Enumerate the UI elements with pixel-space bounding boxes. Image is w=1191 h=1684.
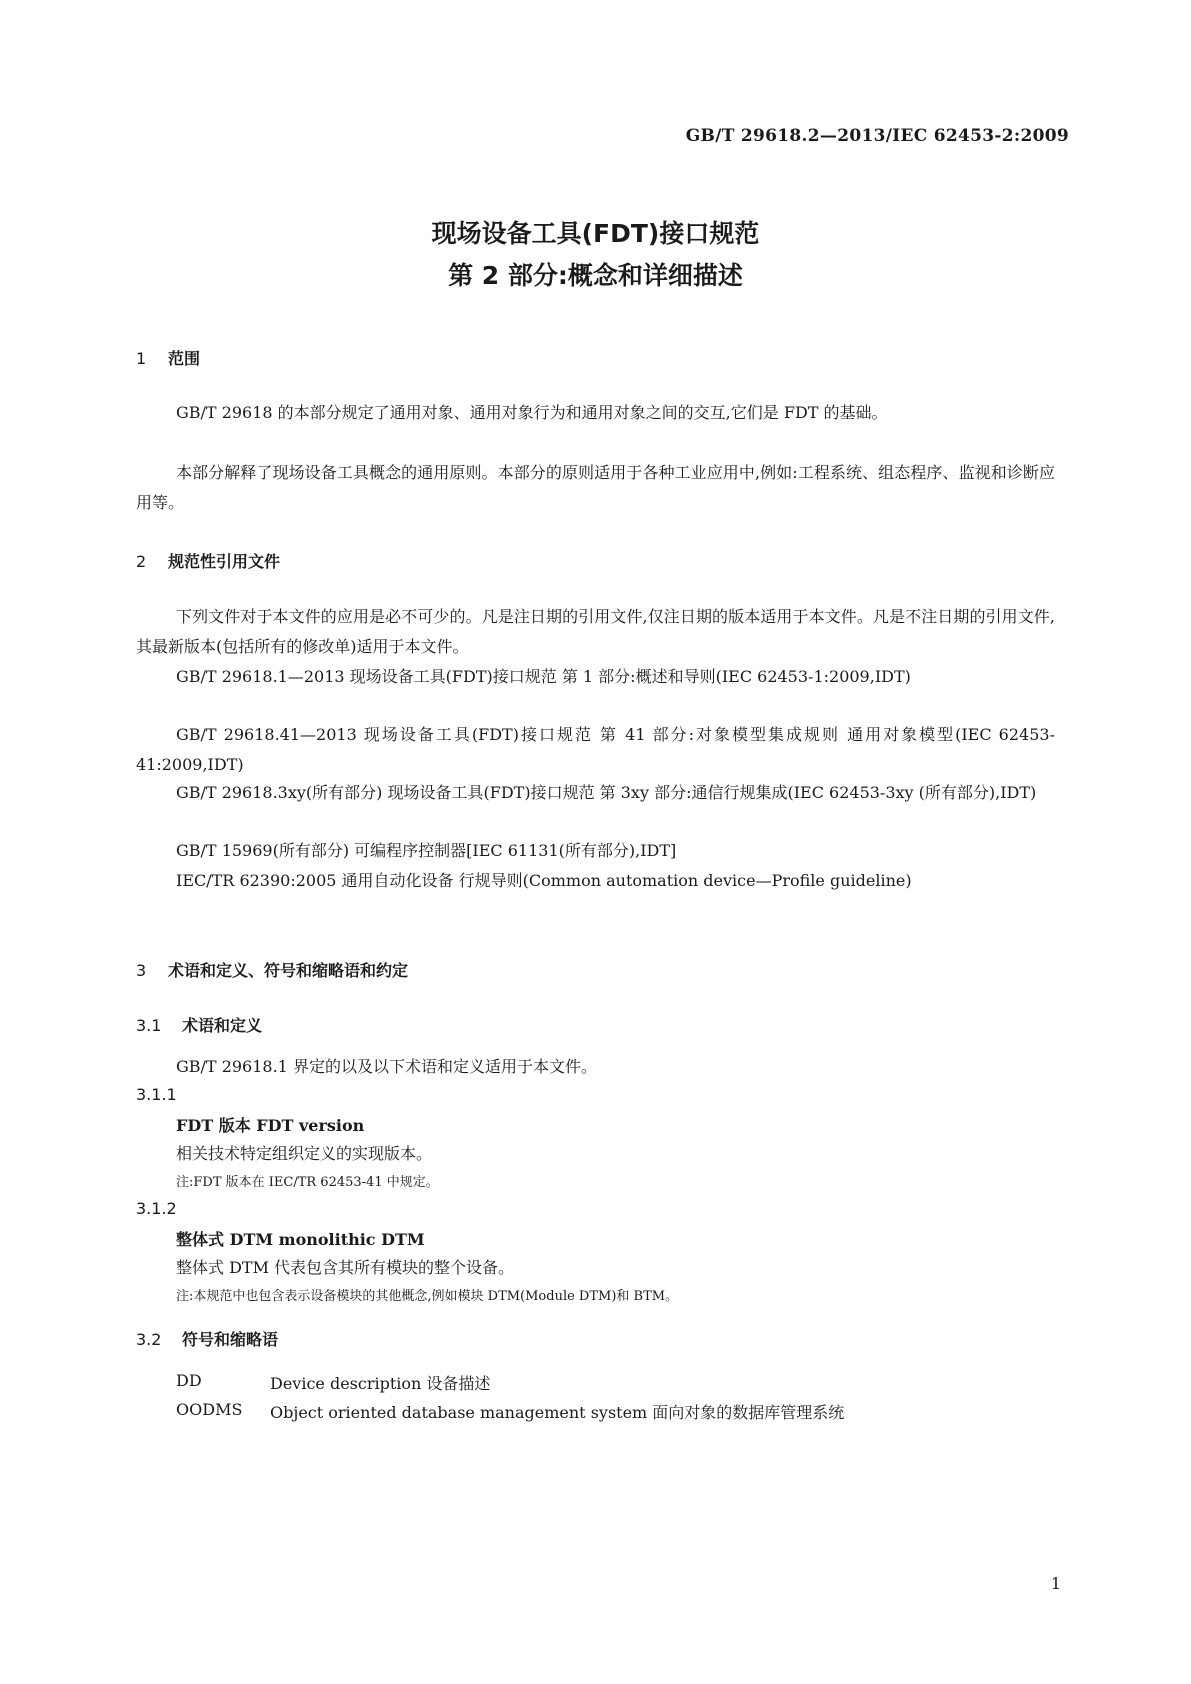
term-name: 整体式 DTM monolithic DTM [176,1230,425,1249]
subsection-number: 3.2 [136,1330,162,1349]
document-title-line1: 现场设备工具(FDT)接口规范 [431,219,760,248]
abbreviation: OODMS [176,1400,243,1419]
term-note: 注:本规范中也包含表示设备模块的其他概念,例如模块 DTM(Module DTM)和 BTM。 [176,1289,679,1304]
section-title: 范围 [168,349,201,368]
reference-item: GB/T 15969(所有部分) 可编程序控制器[IEC 61131(所有部分),IDT] [176,841,677,860]
section-title: 规范性引用文件 [168,552,281,571]
section-number: 2 [136,552,147,571]
section-number: 1 [136,349,147,368]
subsection-3-2-heading [136,1327,278,1350]
subsection-3-1-intro: GB/T 29618.1 界定的以及以下术语和定义适用于本文件。 [176,1057,597,1076]
term-name: FDT 版本 FDT version [176,1116,365,1135]
section-1-paragraph-1: GB/T 29618 的本部分规定了通用对象、通用对象行为和通用对象之间的交互,它们是 FDT 的基础。 [176,403,888,422]
document-title-line2: 第 2 部分:概念和详细描述 [448,261,743,290]
section-1-heading [136,346,200,369]
subsection-number: 3.1 [136,1016,162,1035]
subsection-title: 符号和缩略语 [182,1330,279,1349]
abbreviation: DD [176,1371,202,1390]
section-2-heading [136,549,280,572]
term-number: 3.1.2 [136,1199,177,1218]
section-2-intro: 下列文件对于本文件的应用是必不可少的。凡是注日期的引用文件,仅注日期的版本适用于本文件。凡是不注日期的引用文件,其最新版本(包括所有的修改单)适用于本文件。 [136,607,1055,656]
abbreviation-expansion: Object oriented database management system 面向对象的数据库管理系统 [270,1403,845,1422]
term-number: 3.1.1 [136,1085,177,1104]
subsection-title: 术语和定义 [182,1016,263,1035]
reference-item: IEC/TR 62390:2005 通用自动化设备 行规导则(Common automation device—Profile guideline) [176,871,912,890]
page-number: 1 [1050,1574,1061,1593]
section-3-heading [136,958,408,981]
term-definition: 相关技术特定组织定义的实现版本。 [176,1144,433,1163]
section-1-paragraph-2: 本部分解释了现场设备工具概念的通用原则。本部分的原则适用于各种工业应用中,例如:工程系统、组态程序、监视和诊断应用等。 [136,463,1055,512]
term-definition: 整体式 DTM 代表包含其所有模块的整个设备。 [176,1258,515,1277]
abbreviation-expansion: Device description 设备描述 [270,1374,491,1393]
term-note: 注:FDT 版本在 IEC/TR 62453-41 中规定。 [176,1175,439,1190]
standard-code: GB/T 29618.2—2013/IEC 62453-2:2009 [685,126,1069,146]
subsection-3-1-heading [136,1013,262,1036]
reference-item: GB/T 29618.1—2013 现场设备工具(FDT)接口规范 第 1 部分:概述和导则(IEC 62453-1:2009,IDT) [176,667,911,686]
section-title: 术语和定义、符号和缩略语和约定 [168,961,409,980]
reference-item: GB/T 29618.41—2013 现场设备工具(FDT)接口规范 第 41 部分:对象模型集成规则 通用对象模型(IEC 62453-41:2009,IDT) [136,725,1055,774]
section-number: 3 [136,961,147,980]
reference-item: GB/T 29618.3xy(所有部分) 现场设备工具(FDT)接口规范 第 3xy 部分:通信行规集成(IEC 62453-3xy (所有部分),IDT) [176,783,1037,802]
